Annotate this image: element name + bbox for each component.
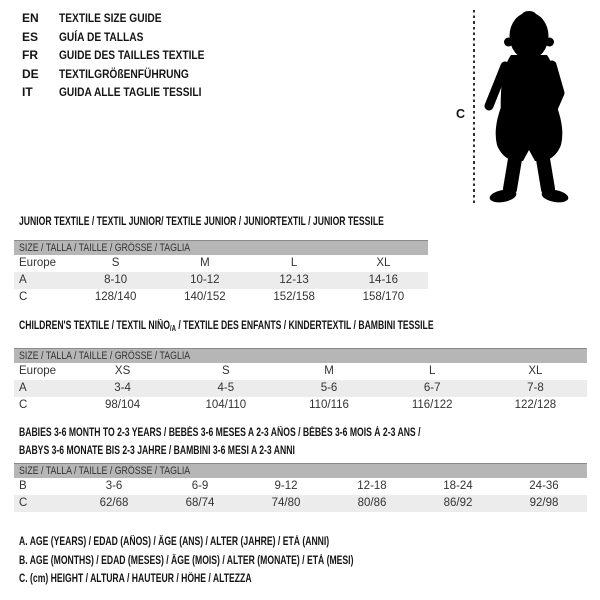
- cell: XL: [376, 257, 391, 269]
- lang-code: ES: [22, 29, 39, 44]
- lang-code: FR: [22, 48, 38, 63]
- lang-label: GUIDA ALLE TAGLIE TESSILI: [59, 85, 202, 100]
- legend-notes: [14, 533, 465, 589]
- cell: 62/68: [99, 497, 129, 509]
- lang-label: TEXTILE SIZE GUIDE: [59, 11, 162, 25]
- note-height: C. (cm) HEIGHT / ALTURA / HAUTEUR / HÖHE / ALTEZZA: [19, 573, 252, 586]
- cell: 92/98: [529, 497, 559, 509]
- section-title: [14, 320, 587, 335]
- section-title-text: CHILDREN'S TEXTILE / TEXTIL $NIÑO_{/A}$ / TEXTILE DES ENFANTS / KINDERTEXTIL / BAMBINI TESSILE: [19, 320, 434, 333]
- cell: 12-18: [357, 480, 387, 492]
- cell: 98/104: [105, 399, 141, 411]
- lang-code: EN: [22, 11, 39, 25]
- size-header-band: [14, 464, 587, 478]
- row-label: B: [19, 480, 27, 492]
- cell: 104/110: [205, 399, 247, 411]
- note-age-months: B. AGE (MONTHS) / EDAD (MESES) / ÂGE (MOIS) / ALTER (MONATE) / ETÀ (MESI): [19, 554, 354, 567]
- size-header-text: SIZE / TALLA / TAILLE / GRÖSSE / TAGLIA: [19, 242, 191, 254]
- cell: 14-16: [368, 274, 399, 286]
- lang-label: GUIDE DES TAILLES TEXTILE: [59, 48, 205, 63]
- cell: 3-6: [105, 480, 123, 492]
- lang-label: GUÍA DE TALLAS: [59, 29, 144, 44]
- row-label: Europe: [19, 257, 57, 269]
- baby-silhouette-icon: [479, 9, 571, 205]
- note-age-years: A. AGE (YEARS) / EDAD (AÑOS) / ÂGE (ANS) / ALTER (JAHRE) / ETÀ (ANNI): [19, 536, 330, 548]
- cell: 10-12: [190, 274, 220, 286]
- cell: 158/170: [362, 291, 405, 303]
- size-header-text: SIZE / TALLA / TAILLE / GRÖSSE / TAGLIA: [19, 465, 191, 477]
- section-title: [14, 424, 587, 460]
- cell: XL: [528, 365, 543, 377]
- cell: 128/140: [94, 291, 137, 303]
- row-label: C: [19, 399, 28, 411]
- cell: 86/92: [443, 497, 473, 509]
- cell: 152/158: [273, 291, 315, 303]
- cell: 116/122: [411, 399, 453, 411]
- cell: 68/74: [185, 497, 215, 509]
- table-row: [14, 478, 587, 495]
- cell: 18-24: [443, 480, 473, 492]
- table-row: [14, 397, 587, 414]
- height-label: C: [456, 107, 466, 121]
- cell: 110/116: [309, 399, 349, 411]
- cell: M: [324, 365, 334, 377]
- lang-row-it: [22, 83, 230, 102]
- cell: L: [290, 257, 298, 269]
- section-title-line2: BABYS 3-6 MONATE BIS 2-3 JAHRE / BAMBINI 3-6 MESI A 2-3 ANNI: [19, 445, 295, 457]
- row-label: A: [19, 274, 27, 286]
- cell: S: [221, 365, 230, 377]
- cell: S: [111, 257, 120, 269]
- cell: 6-7: [423, 382, 441, 394]
- size-header-band: [14, 349, 587, 363]
- height-dotted-line-icon: [473, 10, 475, 206]
- lang-code: IT: [22, 85, 33, 100]
- children-textile-section: [14, 320, 587, 414]
- children-size-table: [14, 348, 587, 414]
- cell: 24-36: [529, 480, 559, 492]
- junior-textile-section: [14, 216, 428, 306]
- table-row: [14, 255, 428, 272]
- table-row: [14, 363, 587, 380]
- cell: M: [200, 257, 210, 269]
- lang-row-de: [22, 65, 230, 84]
- cell: 8-10: [104, 274, 128, 286]
- table-row: [14, 289, 428, 306]
- babies-textile-section: [14, 424, 587, 512]
- table-row: [14, 380, 587, 397]
- table-row: [14, 495, 587, 512]
- lang-code: DE: [22, 66, 39, 81]
- cell: 122/128: [514, 399, 557, 411]
- lang-label: TEXTILGRÖßENFÜHRUNG: [59, 66, 189, 81]
- junior-size-table: [14, 240, 428, 306]
- cell: 4-5: [217, 382, 235, 394]
- section-title-line1: BABIES 3-6 MONTH TO 2-3 YEARS / BEBÉS 3-6 MESES A 2-3 AÑOS / BÉBÉS 3-6 MOIS À 2-3 ANS /: [19, 427, 421, 439]
- cell: 140/152: [184, 291, 226, 303]
- size-header-text: SIZE / TALLA / TAILLE / GRÖSSE / TAGLIA: [19, 350, 191, 362]
- cell: 7-8: [527, 382, 544, 394]
- babies-size-table: [14, 463, 587, 512]
- cell: 74/80: [271, 497, 301, 509]
- cell: XS: [114, 365, 131, 377]
- lang-row-fr: [22, 46, 230, 65]
- cell: 9-12: [274, 480, 298, 492]
- subscript-text: /A: [169, 324, 176, 333]
- row-label: A: [19, 382, 27, 394]
- cell: L: [429, 365, 436, 377]
- section-title-text: JUNIOR TEXTILE / TEXTIL JUNIOR/ TEXTILE JUNIOR / JUNIORTEXTIL / JUNIOR TESSILE: [19, 216, 384, 228]
- cell: 3-4: [114, 382, 131, 394]
- cell: 6-9: [191, 480, 209, 492]
- size-header-band: [14, 241, 428, 255]
- section-title: [14, 216, 428, 229]
- row-label: C: [19, 291, 28, 303]
- language-list: [22, 9, 230, 102]
- cell: 5-6: [320, 382, 338, 394]
- row-label: Europe: [19, 365, 57, 377]
- row-label: C: [19, 497, 28, 509]
- lang-row-en: [22, 9, 230, 28]
- cell: 80/86: [357, 497, 387, 509]
- table-row: [14, 272, 428, 289]
- cell: 12-13: [279, 274, 309, 286]
- lang-row-es: [22, 28, 230, 47]
